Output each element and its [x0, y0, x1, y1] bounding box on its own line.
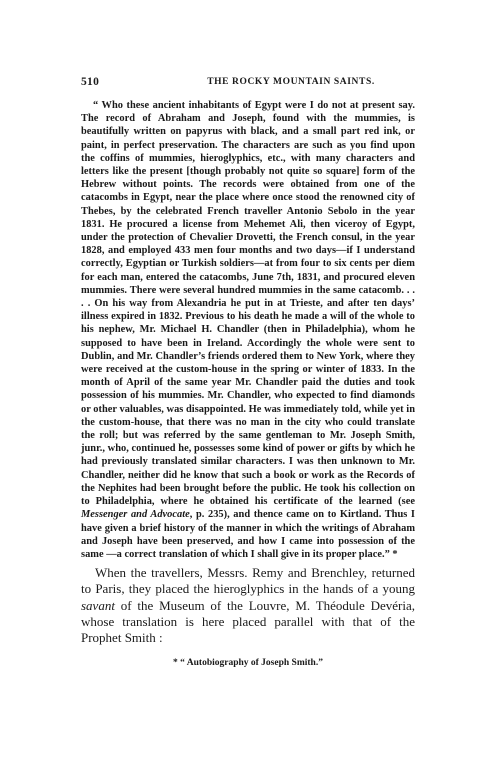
body-text-part-1: When the travellers, Messrs. Remy and Brenchley, returned to Paris, they placed the hieroglyphics in the hands of a young — [81, 565, 415, 597]
footnote-text: * “ Autobiography of Joseph Smith.” — [173, 658, 323, 668]
body-paragraph — [81, 565, 415, 646]
page-number: 510 — [81, 76, 100, 88]
savant-word: savant — [81, 597, 115, 613]
running-title: THE ROCKY MOUNTAIN SAINTS. — [207, 77, 375, 87]
quote-text-part-1: “ Who these ancient inhabitants of Egypt were I do not at present say. The record of Abraham and Joseph, found with the mummies, is beautifully written on papyrus with black, and a small part red ink, or paint, in perfect preservation. The characters are such as you find upon the coffins of mummies, hieroglyphics, etc., with many characters and letters like the present [though probably not quite so square] form of the Hebrew without points. The records were obtained from one of the catacombs in Egypt, near the place where once stood the renowned city of Thebes, by the celebrated French traveller Antonio Sebolo in the year 1831. He procured a license from Mehemet Ali, then viceroy of Egypt, under the protection of Chevalier Drovetti, the French consul, in the year 1828, and employed 433 men four months and two days—if I understand correctly, Egyptian or Turkish soldiers—at from four to six cents per diem for each man, entered the catacombs, June 7th, 1831, and procured eleven mummies. There were several hundred mummies in the same catacomb. . . . . On his way from Alexandria he put in at Trieste, and after ten days’ illness expired in 1832. Previous to his death he made a will of the whole to his nephew, Mr. Michael H. Chandler (then in Philadelphia), whom he supposed to have been in Ireland. Accordingly the whole were sent to Dublin, and Mr. Chandler’s friends ordered them to New York, where they were received at the custom-house in the spring or winter of 1833. In the month of April of the same year Mr. Chandler paid the duties and took possession of his mummies. Mr. Chandler, who expected to find diamonds or other valuables, was disappointed. He was immediately told, while yet in the custom-house, that there was no man in the city who could translate the roll; but was referred by the same gentleman to Mr. Joseph Smith, junr., who, continued he, possesses some kind of power or gifts by which he had previously translated similar characters. I was then unknown to Mr. Chandler, neither did he know that such a book or work as the Records of the Nephites had been brought before the public. He took his collection on to Philadelphia, where he obtained his certificate of the learned (see — [81, 100, 415, 508]
main-paragraph — [81, 565, 415, 646]
body-text-part-2: of the Museum of the Louvre, M. Théodule Devéria, whose translation is here placed parallel with that of the Prophet Smith : — [81, 597, 415, 646]
page-header — [81, 76, 411, 90]
quoted-paragraph — [81, 99, 415, 561]
footnote — [81, 658, 415, 668]
citation-title: Messenger and Advocate — [81, 509, 190, 521]
quoted-passage — [81, 99, 415, 561]
quote-text-part-2: , p. 235), and thence came on to Kirtland. Thus I have given a brief history of the manner in which the writings of Abraham and Joseph have been preserved, and how I came into possession of the same —a correct translation of which I shall give in its proper place.” * — [81, 509, 415, 560]
